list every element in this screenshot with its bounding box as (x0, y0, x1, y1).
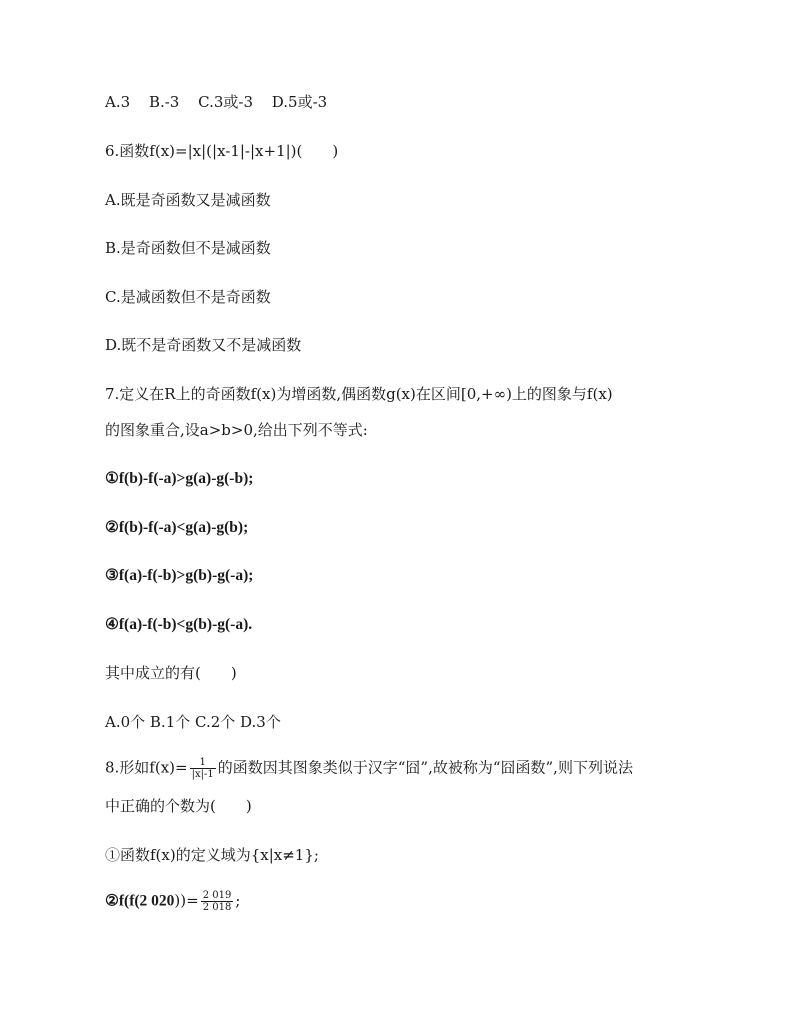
q8-statement-2-middle: ))= (174, 891, 199, 910)
q7-options: A.0个 B.1个 C.2个 D.3个 (105, 713, 281, 731)
q8-statement-2-numerator: 2 019 (202, 890, 232, 901)
q7-stem-line2: 的图象重合,设a>b>0,给出下列不等式: (105, 421, 368, 439)
q6-option-c: C.是减函数但不是奇函数 (105, 288, 271, 306)
q8-fraction-numerator: 1 (190, 757, 216, 769)
q8-fraction (190, 757, 216, 780)
q8-stem-line1 (105, 757, 633, 780)
q5-options (105, 92, 327, 112)
q8-statement-2-suffix: ; (235, 891, 241, 910)
q6-option-a: A.既是奇函数又是减函数 (105, 191, 271, 209)
q7-inequality-2: ②f(b)-f(-a)<g(a)-g(b); (105, 519, 249, 536)
q8-statement-2 (105, 890, 240, 913)
q8-stem-line2: 中正确的个数为( ) (105, 797, 252, 815)
q6-stem: 6.函数f(x)=|x|(|x-1|-|x+1|)( ) (105, 142, 339, 160)
q7-stem-line1: 7.定义在R上的奇函数f(x)为增函数,偶函数g(x)在区间[0,+∞)上的图象与f(x) (105, 385, 613, 403)
q6-option-d: D.既不是奇函数又不是减函数 (105, 336, 302, 354)
q5-option-a: A.3 (105, 93, 131, 111)
q8-stem-suffix: 的函数因其图象类似于汉字“囧”,故被称为“囧函数”,则下列说法 (217, 758, 633, 777)
q8-statement-2-fraction (201, 890, 234, 913)
q5-option-d: D.5或-3 (271, 93, 328, 111)
q7-inequality-4: ④f(a)-f(-b)<g(b)-g(-a). (105, 616, 253, 633)
q7-question: 其中成立的有( ) (105, 664, 237, 682)
q8-stem-prefix: 8.形如f(x)= (105, 758, 188, 777)
q6-option-b: B.是奇函数但不是减函数 (105, 239, 271, 257)
q8-fraction-denominator: |x|-1 (191, 769, 214, 780)
q5-option-b: B.-3 (148, 93, 180, 111)
q7-inequality-3: ③f(a)-f(-b)>g(b)-g(-a); (105, 567, 254, 584)
q8-statement-1: ①函数f(x)的定义域为{x|x≠1}; (105, 846, 319, 864)
q8-statement-2-prefix: ②f(f(2 020 (105, 892, 175, 910)
q5-option-c: C.3或-3 (198, 93, 253, 111)
q7-inequality-1: ①f(b)-f(-a)>g(a)-g(-b); (105, 470, 254, 487)
q8-statement-2-denominator: 2 018 (202, 902, 232, 913)
